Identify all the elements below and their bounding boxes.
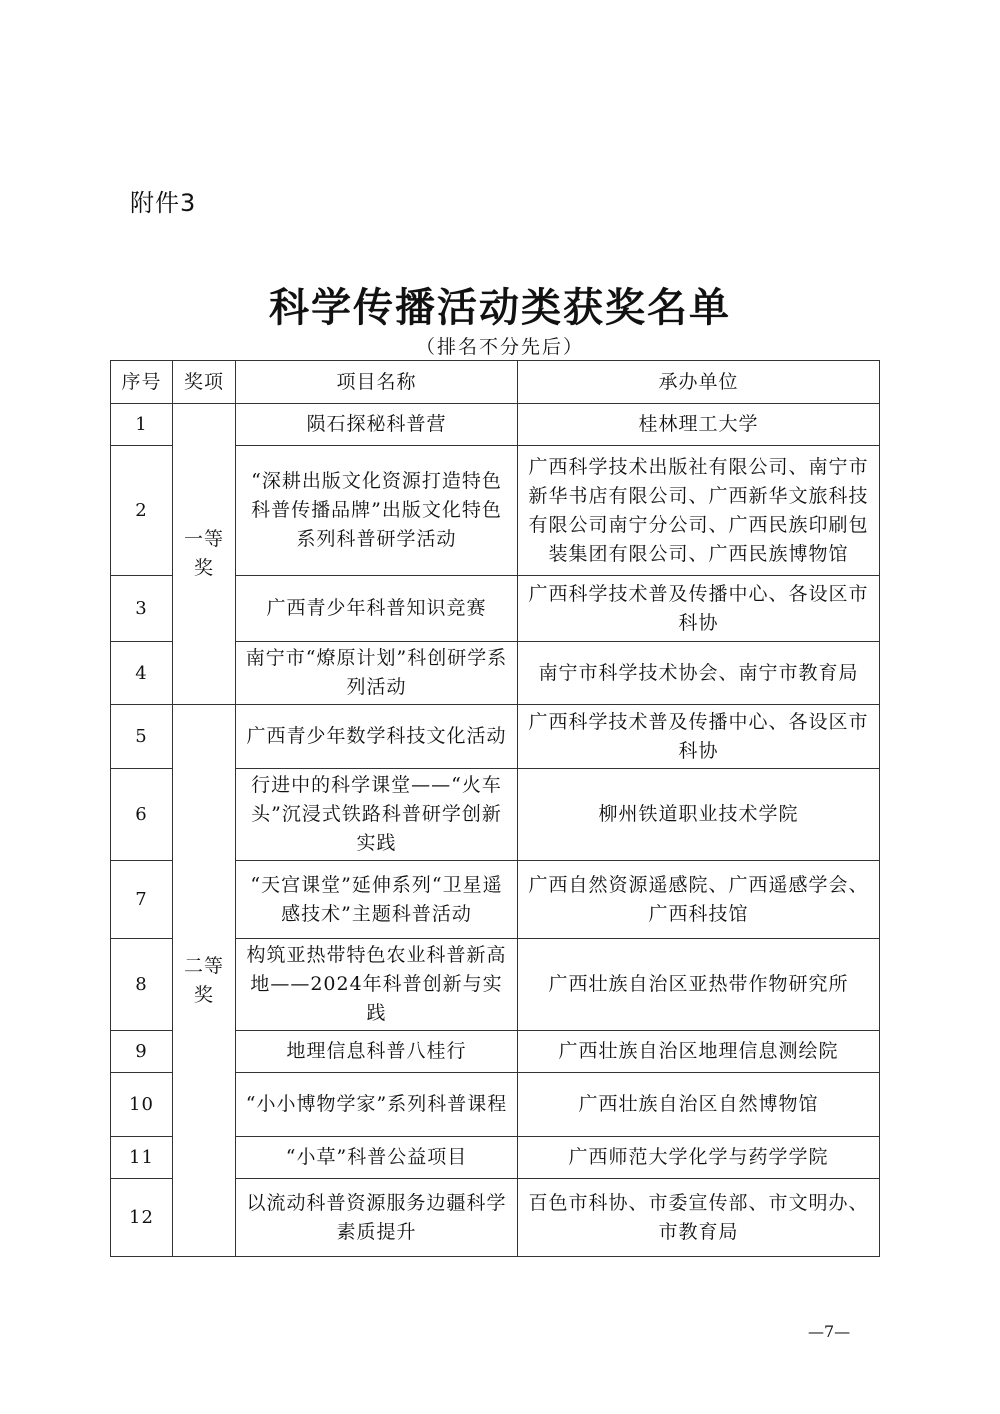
award-level: 二等 奖: [173, 705, 236, 1257]
row-number: 7: [111, 861, 173, 939]
table-row: [111, 705, 880, 769]
project-name: “深耕出版文化资源打造特色科普传播品牌”出版文化特色系列科普研学活动: [236, 446, 518, 576]
organizer-name: 桂林理工大学: [518, 404, 880, 446]
organizer-name: 南宁市科学技术协会、南宁市教育局: [518, 642, 880, 705]
project-name: “小小博物学家”系列科普课程: [236, 1073, 518, 1137]
organizer-name: 广西壮族自治区自然博物馆: [518, 1073, 880, 1137]
organizer-name: 广西科学技术普及传播中心、各设区市科协: [518, 576, 880, 642]
project-name: 以流动科普资源服务边疆科学素质提升: [236, 1179, 518, 1257]
organizer-name: 广西科学技术出版社有限公司、南宁市新华书店有限公司、广西新华文旅科技有限公司南宁分公司、广西民族印刷包装集团有限公司、广西民族博物馆: [518, 446, 880, 576]
project-name: “天宫课堂”延伸系列“卫星遥感技术”主题科普活动: [236, 861, 518, 939]
attachment-label: 附件3: [130, 189, 197, 217]
row-number: 2: [111, 446, 173, 576]
table-header-row: [111, 361, 880, 404]
award-level: 一等 奖: [173, 404, 236, 705]
header-award: 奖项: [173, 361, 236, 404]
row-number: 10: [111, 1073, 173, 1137]
organizer-name: 广西科学技术普及传播中心、各设区市科协: [518, 705, 880, 769]
awards-table: [110, 360, 880, 1257]
project-name: 地理信息科普八桂行: [236, 1031, 518, 1073]
row-number: 11: [111, 1137, 173, 1179]
header-number: 序号: [111, 361, 173, 404]
organizer-name: 广西师范大学化学与药学学院: [518, 1137, 880, 1179]
project-name: 广西青少年数学科技文化活动: [236, 705, 518, 769]
header-project: 项目名称: [236, 361, 518, 404]
row-number: 3: [111, 576, 173, 642]
table-body: [111, 404, 880, 1257]
row-number: 5: [111, 705, 173, 769]
project-name: 行进中的科学课堂——“火车头”沉浸式铁路科普研学创新实践: [236, 769, 518, 861]
organizer-name: 广西壮族自治区地理信息测绘院: [518, 1031, 880, 1073]
project-name: 南宁市“燎原计划”科创研学系列活动: [236, 642, 518, 705]
table-row: [111, 404, 880, 446]
organizer-name: 百色市科协、市委宣传部、市文明办、市教育局: [518, 1179, 880, 1257]
header-organizer: 承办单位: [518, 361, 880, 404]
row-number: 4: [111, 642, 173, 705]
row-number: 8: [111, 939, 173, 1031]
row-number: 12: [111, 1179, 173, 1257]
organizer-name: 广西自然资源遥感院、广西遥感学会、广西科技馆: [518, 861, 880, 939]
organizer-name: 广西壮族自治区亚热带作物研究所: [518, 939, 880, 1031]
project-name: 陨石探秘科普营: [236, 404, 518, 446]
row-number: 6: [111, 769, 173, 861]
row-number: 9: [111, 1031, 173, 1073]
organizer-name: 柳州铁道职业技术学院: [518, 769, 880, 861]
project-name: 构筑亚热带特色农业科普新高地——2024年科普创新与实践: [236, 939, 518, 1031]
row-number: 1: [111, 404, 173, 446]
document-title: 科学传播活动类获奖名单: [269, 285, 731, 331]
document-subtitle: （排名不分先后）: [415, 336, 584, 358]
project-name: “小草”科普公益项目: [236, 1137, 518, 1179]
page-number: —7—: [808, 1322, 851, 1341]
project-name: 广西青少年科普知识竞赛: [236, 576, 518, 642]
